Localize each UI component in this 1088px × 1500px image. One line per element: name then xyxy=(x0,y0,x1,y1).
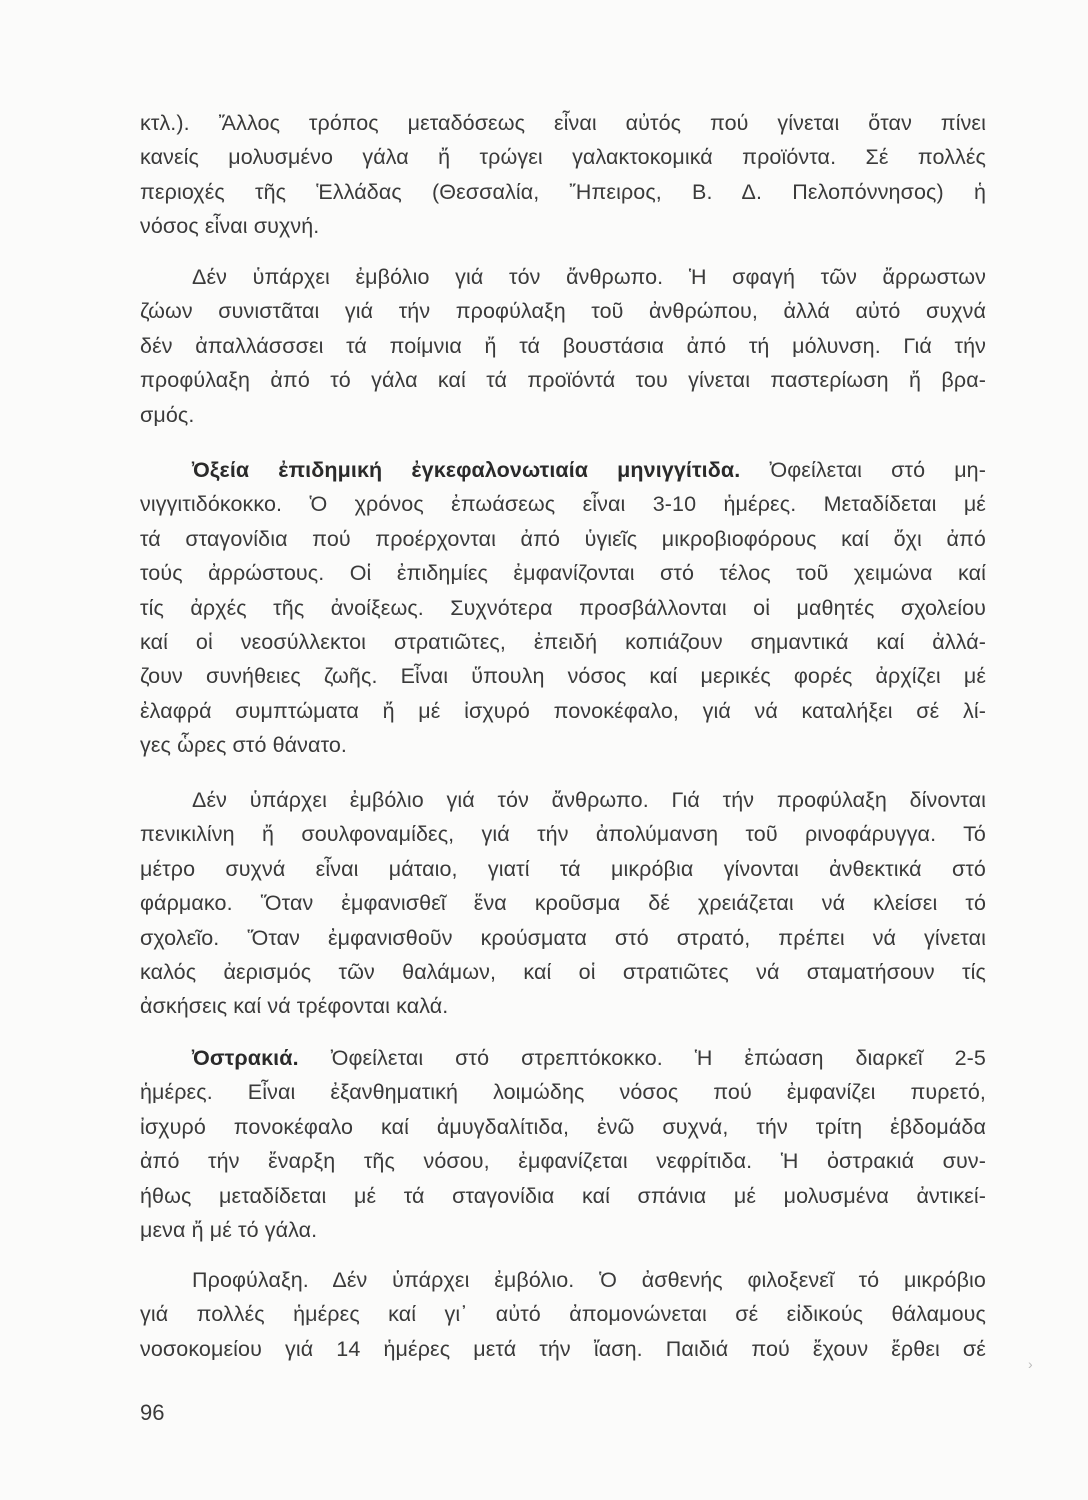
text-line: ζουν συνήθειες ζωῆς. Εἶναι ὕπουλη νόσος καί μερικές φορές ἀρχίζει μέ xyxy=(140,664,986,689)
text-line: γες ὧρες στό θάνατο. xyxy=(140,733,347,758)
text-line: τούς ἀρρώστους. Οἱ ἐπιδημίες ἐμφανίζονται στό τέλος τοῦ χειμώνα καί xyxy=(140,561,986,586)
text-line: γιά πολλές ἡμέρες καί γι᾽ αὐτό ἀπομονώνεται σέ εἰδικούς θάλαμους xyxy=(140,1302,986,1327)
text-line: τά σταγονίδια πού προέρχονται ἀπό ὑγιεῖς μικροβιοφόρους καί ὄχι ἀπό xyxy=(140,526,986,551)
text-line: καλός ἀερισμός τῶν θαλάμων, καί οἱ στρατιῶτες νά σταματήσουν τίς xyxy=(140,959,986,984)
text-line: ἀσκήσεις καί νά τρέφονται καλά. xyxy=(140,994,449,1019)
page-number: 96 xyxy=(140,1400,165,1425)
text-line: νοσοκομείου γιά 14 ἡμέρες μετά τήν ἴαση. Παιδιά πού ἔχουν ἔρθει σέ xyxy=(140,1336,986,1361)
text-line: σχολεῖο. Ὅταν ἐμφανισθοῦν κρούσματα στό στρατό, πρέπει νά γίνεται xyxy=(140,925,986,950)
text-line: σμός. xyxy=(140,402,195,427)
text-line: φάρμακο. Ὅταν ἐμφανισθεῖ ἕνα κροῦσμα δέ χρειάζεται νά κλείσει τό xyxy=(140,891,986,916)
scan-mark: › xyxy=(1028,1356,1033,1372)
paragraph xyxy=(140,1263,986,1366)
paragraph xyxy=(140,783,986,1024)
text-line: ήθως μεταδίδεται μέ τά σταγονίδια καί σπάνια μέ μολυσμένα ἀντικεί- xyxy=(140,1183,986,1208)
text-line: νόσος εἶναι συχνή. xyxy=(140,214,320,239)
text-line: πενικιλίνη ἤ σουλφοναμίδες, γιά τήν ἀπολύμανση τοῦ ρινοφάρυγγα. Τό xyxy=(140,822,986,847)
text-line: κανείς μολυσμένο γάλα ἤ τρώγει γαλακτοκομικά προϊόντα. Σέ πολλές xyxy=(140,145,986,170)
text-line: ἡμέρες. Εἶναι ἐξανθηματική λοιμώδης νόσος πού ἐμφανίζει πυρετό, xyxy=(140,1080,986,1105)
text-line: μενα ἤ μέ τό γάλα. xyxy=(140,1217,318,1242)
text-line: τίς ἀρχές τῆς ἀνοίξεως. Συχνότερα προσβάλλονται οἱ μαθητές σχολείου xyxy=(140,595,986,620)
text-line xyxy=(140,1041,986,1075)
text-line xyxy=(140,453,986,487)
paragraph xyxy=(140,453,986,763)
text-line: δέν ἀπαλλάσσσει τά ποίμνια ἤ τά βουστάσια ἀπό τή μόλυνση. Γιά τήν xyxy=(140,333,986,358)
section-heading: Ὀξεία ἐπιδημική ἐγκεφαλονωτιαία μηνιγγίτιδα. xyxy=(192,458,741,482)
text-line: Δέν ὑπάρχει ἐμβόλιο γιά τόν ἄνθρωπο. Ἡ σφαγή τῶν ἄρρωστων xyxy=(192,265,986,289)
paragraph xyxy=(140,106,986,244)
text-line: Προφύλαξη. Δέν ὑπάρχει ἐμβόλιο. Ὁ ἀσθενής φιλοξενεῖ τό μικρόβιο xyxy=(192,1268,986,1292)
text-run: Ὀφείλεται στό μη- xyxy=(740,458,986,482)
text-line: ἐλαφρά συμπτώματα ἤ μέ ἰσχυρό πονοκέφαλο, γιά νά καταλήξει σέ λί- xyxy=(140,698,986,723)
text-line: νιγγιτιδόκοκκο. Ὁ χρόνος ἐπωάσεως εἶναι 3-10 ἡμέρες. Μεταδίδεται μέ xyxy=(140,492,986,517)
text-line: ἀπό τήν ἔναρξη τῆς νόσου, ἐμφανίζεται νεφρίτιδα. Ἡ ὀστρακιά συν- xyxy=(140,1149,986,1174)
text-line: μέτρο συχνά εἶναι μάταιο, γιατί τά μικρόβια γίνονται ἀνθεκτικά στό xyxy=(140,856,986,881)
text-line: Δέν ὑπάρχει ἐμβόλιο γιά τόν ἄνθρωπο. Γιά τήν προφύλαξη δίνονται xyxy=(192,788,986,812)
text-line: προφύλαξη ἀπό τό γάλα καί τά προϊόντά του γίνεται παστερίωση ἤ βρα- xyxy=(140,368,986,393)
text-line: κτλ.). Ἄλλος τρόπος μεταδόσεως εἶναι αὐτός πού γίνεται ὅταν πίνει xyxy=(140,111,986,135)
paragraph xyxy=(140,260,986,432)
text-line: ἰσχυρό πονοκέφαλο καί ἀμυγδαλίτιδα, ἐνῶ συχνά, τήν τρίτη ἑβδομάδα xyxy=(140,1114,986,1139)
text-line: ζώων συνιστᾶται γιά τήν προφύλαξη τοῦ ἀνθρώπου, ἀλλά αὐτό συχνά xyxy=(140,299,986,324)
paragraph xyxy=(140,1041,986,1247)
text-run: Ὀφείλεται στό στρεπτόκοκκο. Ἡ ἐπώαση διαρκεῖ 2-5 xyxy=(298,1046,986,1070)
text-line: καί οἱ νεοσύλλεκτοι στρατιῶτες, ἐπειδή κοπιάζουν σημαντικά καί ἀλλά- xyxy=(140,629,986,654)
text-line: περιοχές τῆς Ἑλλάδας (Θεσσαλία, Ἤπειρος, Β. Δ. Πελοπόννησος) ἡ xyxy=(140,179,986,204)
section-heading: Ὀστρακιά. xyxy=(192,1046,299,1070)
